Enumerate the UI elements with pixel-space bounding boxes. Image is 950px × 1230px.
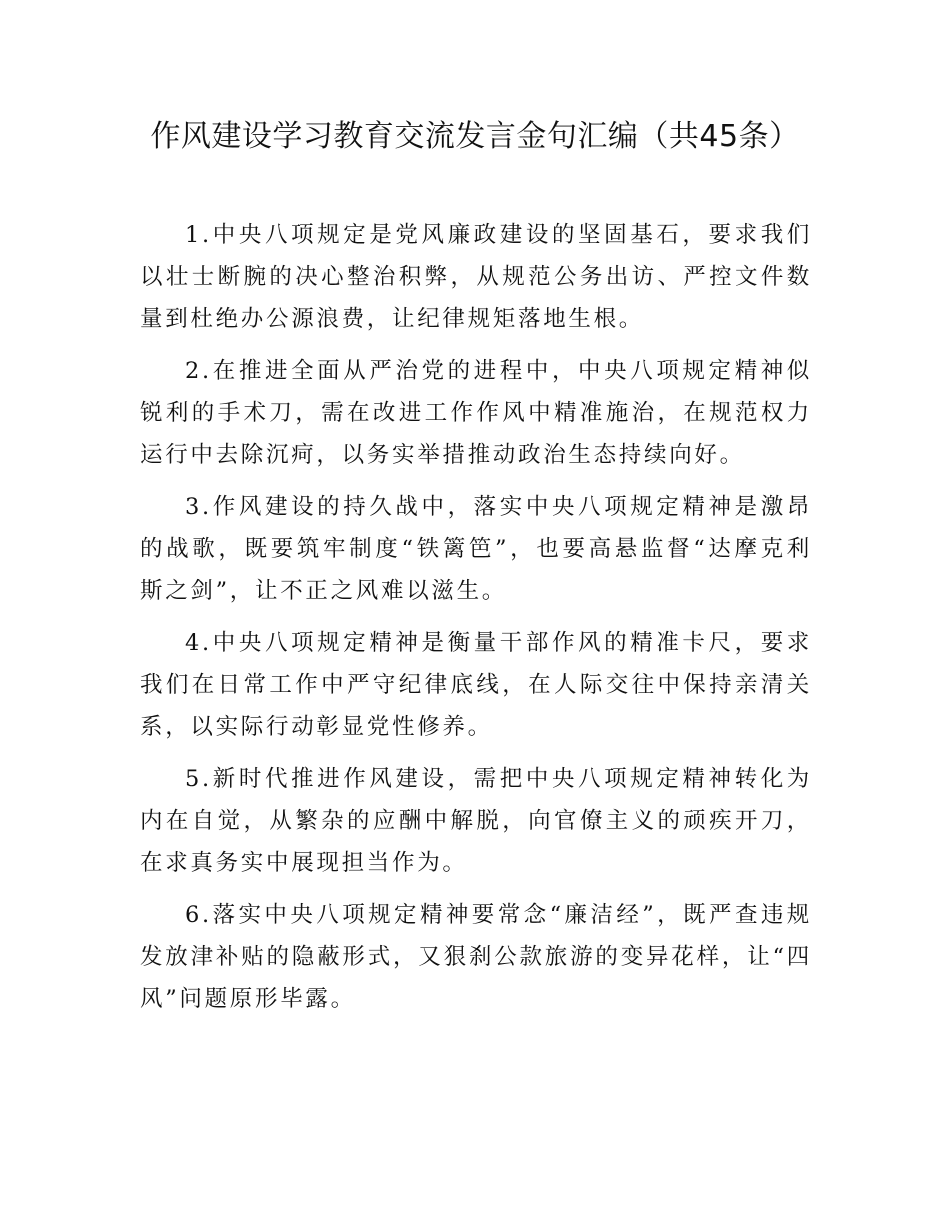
quote-item-1: 1.中央八项规定是党风廉政建设的坚固基石，要求我们以壮士断腕的决心整治积弊，从规范公务出访、严控文件数量到杜绝办公源浪费，让纪律规矩落地生根。 xyxy=(140,222,812,332)
quote-item-6: 6.落实中央八项规定精神要常念“廉洁经”，既严查违规发放津补贴的隐蔽形式，又狠刹公款旅游的变异花样，让“四风”问题原形毕露。 xyxy=(140,902,812,1012)
quote-item-2: 2.在推进全面从严治党的进程中，中央八项规定精神似锐利的手术刀，需在改进工作作风中精准施治，在规范权力运行中去除沉疴，以务实举措推动政治生态持续向好。 xyxy=(140,358,812,468)
quote-item-5: 5.新时代推进作风建设，需把中央八项规定精神转化为内在自觉，从繁杂的应酬中解脱，向官僚主义的顽疾开刀，在求真务实中展现担当作为。 xyxy=(140,766,812,876)
document-title: 作风建设学习教育交流发言金句汇编（共45条） xyxy=(150,119,800,154)
quote-item-4: 4.中央八项规定精神是衡量干部作风的精准卡尺，要求我们在日常工作中严守纪律底线，在人际交往中保持亲清关系，以实际行动彰显党性修养。 xyxy=(140,630,812,740)
quote-item-3: 3.作风建设的持久战中，落实中央八项规定精神是激昂的战歌，既要筑牢制度“铁篱笆”，也要高悬监督“达摩克利斯之剑”，让不正之风难以滋生。 xyxy=(140,494,812,604)
quote-list xyxy=(140,214,812,1030)
